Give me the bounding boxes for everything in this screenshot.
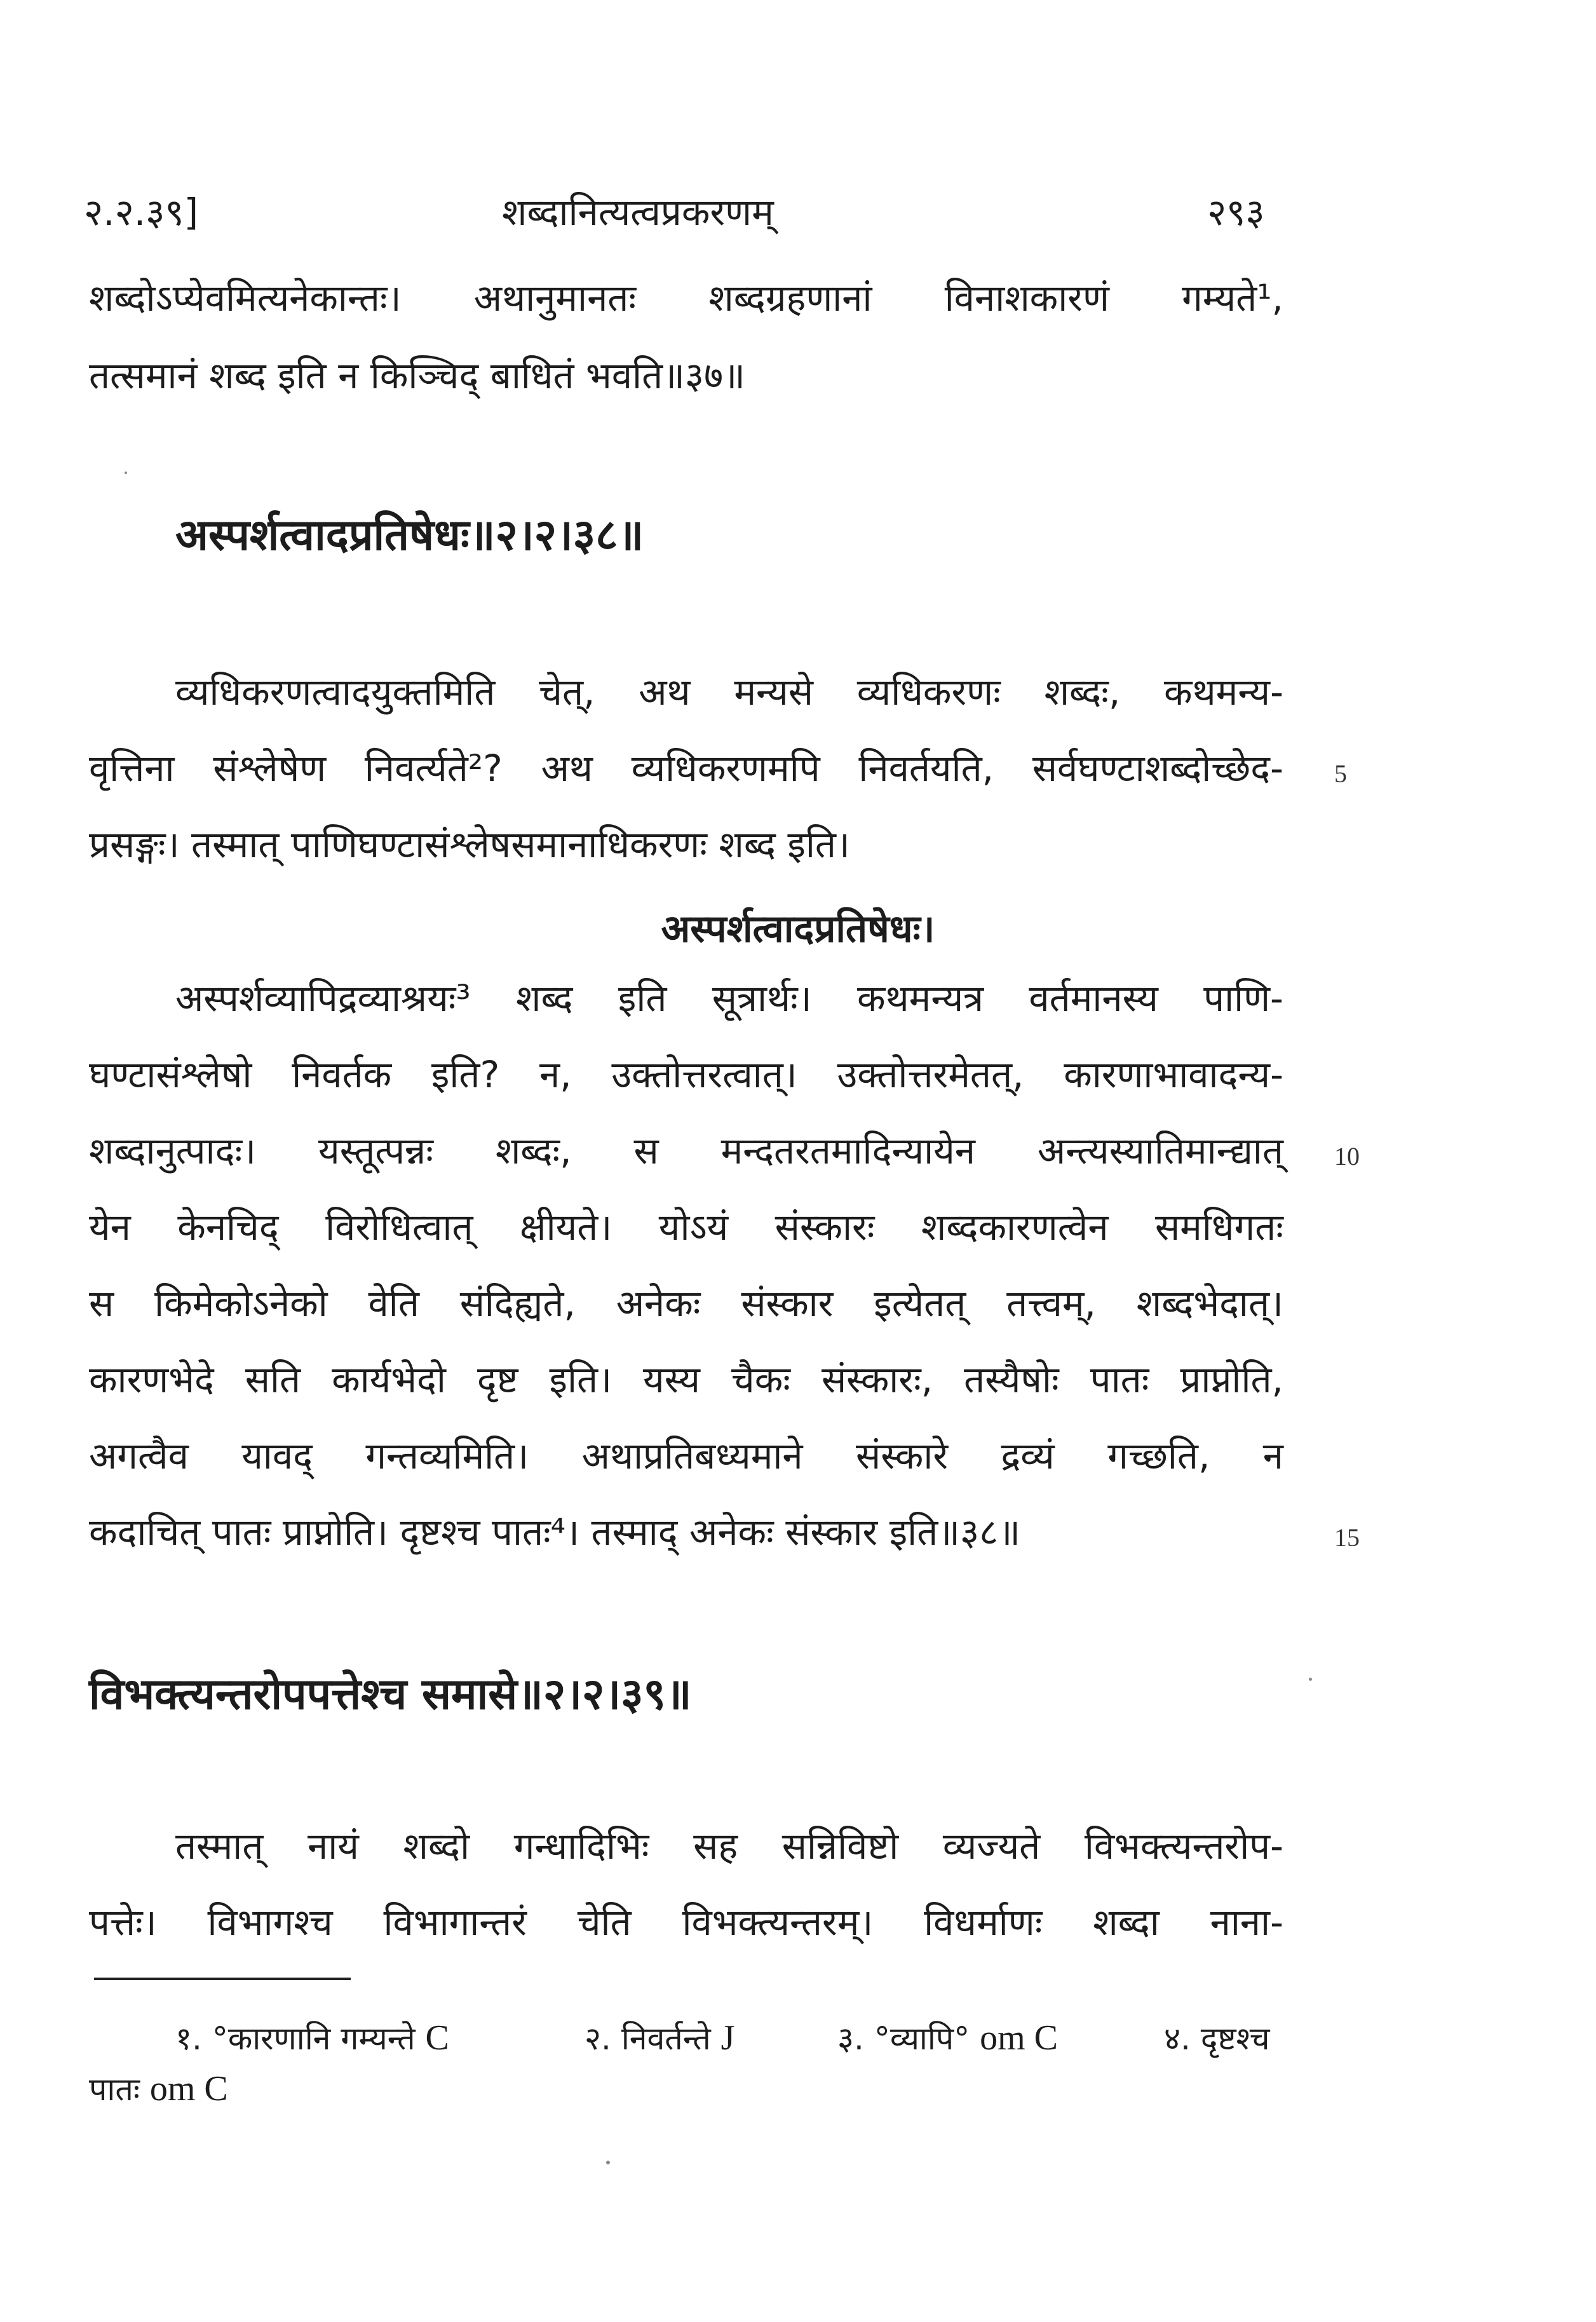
line-number: 15 bbox=[1334, 1523, 1360, 1552]
footnote-text: दृष्टश्च bbox=[1200, 2020, 1270, 2057]
footnote-text: °कारणानि गम्यन्ते bbox=[212, 2020, 416, 2057]
text-line: येन केनचिद् विरोधित्वात् क्षीयते। योऽयं संस्कारः शब्दकारणत्वेन समधिगतः bbox=[89, 1205, 1283, 1249]
scan-speck bbox=[125, 472, 127, 474]
footnote-3 bbox=[837, 2016, 1058, 2059]
text-line: तत्समानं शब्द इति न किञ्चिद् बाधितं भवति॥३७॥ bbox=[89, 354, 745, 397]
footnote-siglum: om C bbox=[149, 2069, 228, 2108]
text-line: वृत्तिना संश्लेषेण निवर्त्यते²? अथ व्यधिकरणमपि निवर्तयति, सर्वघण्टाशब्दोच्छेद- bbox=[89, 747, 1283, 790]
text-line: पत्तेः। विभागश्च विभागान्तरं चेति विभक्त्यन्तरम्। विधर्माणः शब्दा नाना- bbox=[89, 1901, 1283, 1944]
scan-speck bbox=[606, 2161, 610, 2164]
footnote-mark: १. bbox=[175, 2020, 202, 2057]
text-line: शब्दोऽप्येवमित्यनेकान्तः। अथानुमानतः शब्दग्रहणानां विनाशकारणं गम्यते¹, bbox=[89, 276, 1283, 320]
text-line: स किमेकोऽनेको वेति संदिह्यते, अनेकः संस्कार इत्येतत् तत्त्वम्, शब्दभेदात्। bbox=[89, 1282, 1283, 1325]
footnote-siglum: J bbox=[720, 2018, 735, 2058]
text-line: कारणभेदे सति कार्यभेदो दृष्ट इति। यस्य चैकः संस्कारः, तस्यैषोः पातः प्राप्नोति, bbox=[89, 1358, 1283, 1401]
text-line: अगत्वैव यावद् गन्तव्यमिति। अथाप्रतिबध्यमाने संस्कारे द्रव्यं गच्छति, न bbox=[89, 1434, 1283, 1477]
text-line: प्रसङ्गः। तस्मात् पाणिघण्टासंश्लेषसमानाधिकरणः शब्द इति। bbox=[89, 823, 850, 866]
footnote-1 bbox=[175, 2016, 449, 2059]
text-line: घण्टासंश्लेषो निवर्तक इति? न, उक्तोत्तरत्वात्। उक्तोत्तरमेतत्, कारणाभावादन्य- bbox=[89, 1053, 1283, 1096]
text-line: व्यधिकरणत्वादयुक्तमिति चेत्, अथ मन्यसे व्यधिकरणः शब्दः, कथमन्य- bbox=[175, 670, 1283, 714]
header-page-number: २९३ bbox=[1207, 191, 1265, 234]
scan-speck bbox=[1309, 1678, 1312, 1681]
footnote-mark: ३. bbox=[837, 2020, 864, 2057]
footnote-4-continuation bbox=[89, 2067, 228, 2110]
footnote-rule bbox=[94, 1978, 351, 1980]
header-section-number: २.२.३९] bbox=[84, 191, 199, 234]
sutra-heading: अस्पर्शत्वादप्रतिषेधः॥२।२।३८॥ bbox=[175, 510, 644, 560]
footnote-mark: २. bbox=[585, 2020, 611, 2057]
footnote-text: निवर्तन्ते bbox=[621, 2020, 711, 2057]
text-line: तस्मात् नायं शब्दो गन्धादिभिः सह सन्निविष्टो व्यज्यते विभक्त्यन्तरोप- bbox=[175, 1824, 1283, 1868]
line-number: 10 bbox=[1334, 1142, 1360, 1171]
footnote-text: °व्यापि° bbox=[874, 2020, 970, 2057]
text-line: शब्दानुत्पादः। यस्तूत्पन्नः शब्दः, स मन्दतरतमादिन्यायेन अन्त्यस्यातिमान्द्यात् bbox=[89, 1129, 1283, 1172]
footnote-siglum: om C bbox=[980, 2018, 1058, 2058]
footnote-4 bbox=[1164, 2016, 1270, 2059]
header-chapter-title: शब्दानित्यत्वप्रकरणम् bbox=[502, 191, 774, 234]
footnote-mark: ४. bbox=[1164, 2020, 1191, 2057]
line-number: 5 bbox=[1334, 759, 1347, 788]
sutra-pratika: अस्पर्शत्वादप्रतिषेधः। bbox=[661, 907, 935, 951]
text-line: कदाचित् पातः प्राप्नोति। दृष्टश्च पातः⁴। तस्माद् अनेकः संस्कार इति॥३८॥ bbox=[89, 1511, 1021, 1554]
text-line: अस्पर्शव्यापिद्रव्याश्रयः³ शब्द इति सूत्रार्थः। कथमन्यत्र वर्तमानस्य पाणि- bbox=[175, 977, 1283, 1020]
footnote-2 bbox=[585, 2016, 734, 2059]
sutra-heading: विभक्त्यन्तरोपपत्तेश्च समासे॥२।२।३९॥ bbox=[89, 1669, 692, 1720]
footnote-siglum: C bbox=[425, 2018, 449, 2058]
footnote-text: पातः bbox=[89, 2071, 140, 2108]
